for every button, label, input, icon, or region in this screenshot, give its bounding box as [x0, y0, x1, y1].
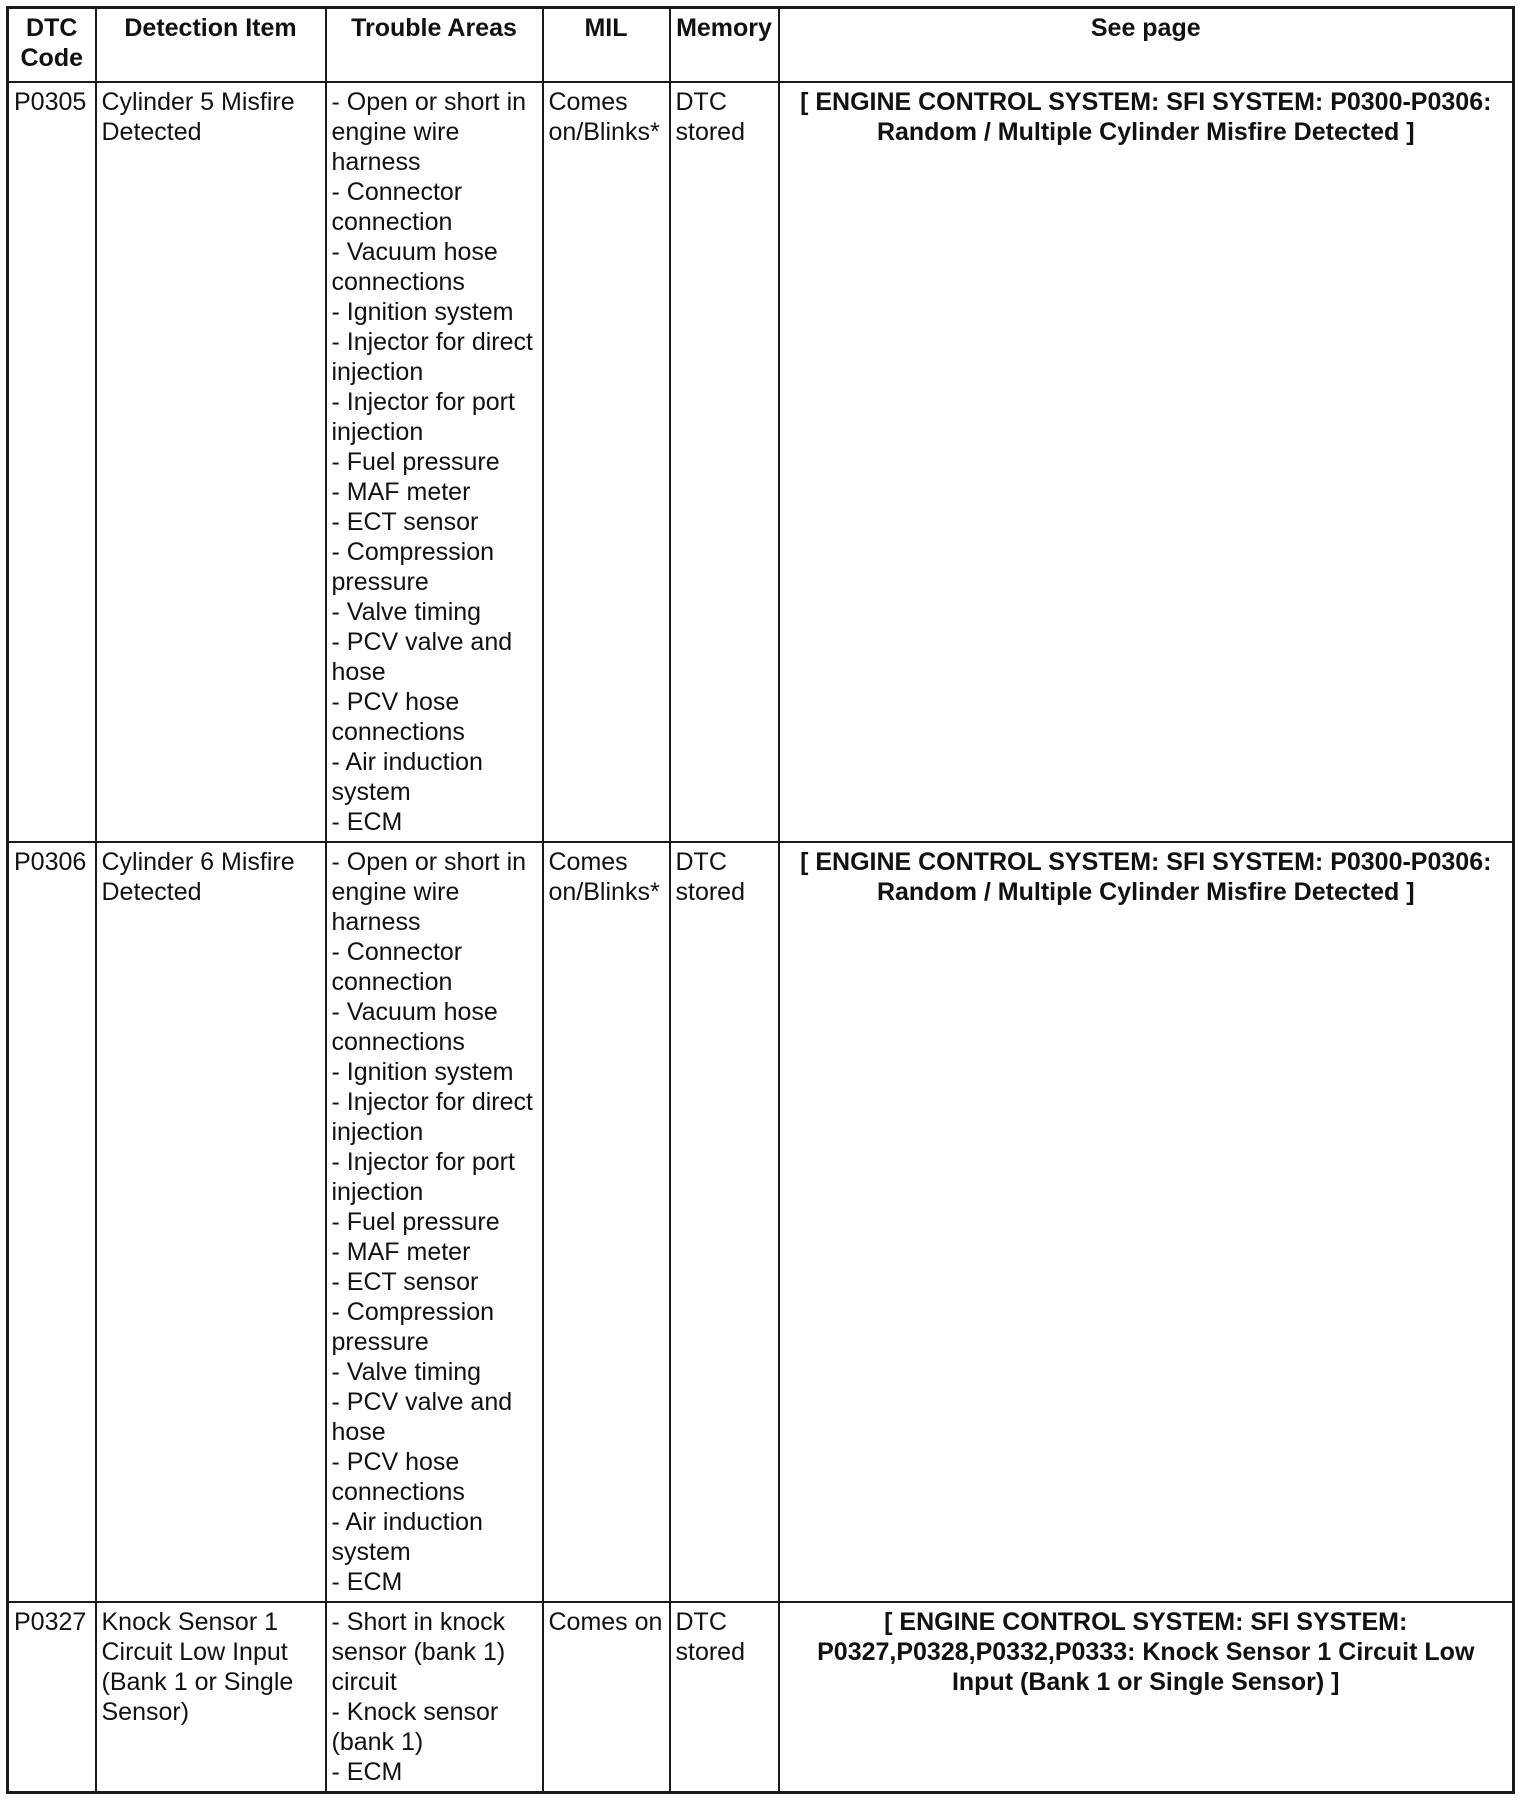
trouble-area-item: - Injector for port injection — [331, 388, 515, 446]
mil-cell: Comes on — [543, 1602, 670, 1793]
trouble-area-item: - Valve timing — [331, 598, 482, 626]
trouble-area-item: - Injector for port injection — [331, 1148, 515, 1206]
trouble-area-item: - Injector for direct injection — [331, 1088, 533, 1146]
dtc-code-cell: P0306 — [8, 842, 96, 1602]
header-detection-item: Detection Item — [96, 8, 326, 83]
dtc-code-cell: P0327 — [8, 1602, 96, 1793]
trouble-areas-list — [332, 847, 537, 1597]
detection-item-cell: Cylinder 5 Misfire Detected — [96, 82, 326, 842]
trouble-areas-cell — [326, 1602, 543, 1793]
trouble-area-item: - Compression pressure — [331, 538, 495, 596]
table-row — [8, 82, 1514, 842]
table-row — [8, 842, 1514, 1602]
see-page-link[interactable]: [ ENGINE CONTROL SYSTEM: SFI SYSTEM: P0300-P0306: Random / Multiple Cylinder Misfire Detected ] — [779, 82, 1514, 842]
memory-cell: DTC stored — [670, 82, 779, 842]
trouble-area-item: - Connector connection — [331, 178, 463, 236]
trouble-area-item: - Vacuum hose connections — [331, 238, 498, 296]
see-page-link[interactable]: [ ENGINE CONTROL SYSTEM: SFI SYSTEM: P0300-P0306: Random / Multiple Cylinder Misfire Detected ] — [779, 842, 1514, 1602]
dtc-table — [6, 6, 1515, 1794]
trouble-area-item: - Ignition system — [331, 298, 514, 326]
trouble-area-item: - Valve timing — [331, 1358, 482, 1386]
trouble-areas-list — [332, 1607, 537, 1787]
trouble-area-item: - Ignition system — [331, 1058, 514, 1086]
trouble-area-item: - PCV valve and hose — [331, 1388, 513, 1446]
header-trouble-areas: Trouble Areas — [326, 8, 543, 83]
table-header-row — [8, 8, 1514, 83]
trouble-area-item: - Vacuum hose connections — [331, 998, 498, 1056]
trouble-area-item: - Open or short in engine wire harness — [331, 848, 527, 936]
detection-item-cell: Cylinder 6 Misfire Detected — [96, 842, 326, 1602]
header-mil: MIL — [543, 8, 670, 83]
header-memory: Memory — [670, 8, 779, 83]
trouble-areas-list — [332, 87, 537, 837]
trouble-area-item: - ECM — [331, 1758, 403, 1786]
dtc-code-cell: P0305 — [8, 82, 96, 842]
trouble-area-item: - MAF meter — [331, 1238, 471, 1266]
trouble-area-item: - ECM — [331, 1568, 403, 1596]
trouble-area-item: - ECT sensor — [331, 1268, 479, 1296]
header-see-page: See page — [779, 8, 1514, 83]
trouble-area-item: - PCV hose connections — [331, 1448, 465, 1506]
memory-cell: DTC stored — [670, 1602, 779, 1793]
trouble-area-item: - PCV valve and hose — [331, 628, 513, 686]
trouble-area-item: - Compression pressure — [331, 1298, 495, 1356]
trouble-areas-cell — [326, 842, 543, 1602]
header-dtc-code: DTC Code — [8, 8, 96, 83]
memory-cell: DTC stored — [670, 842, 779, 1602]
trouble-area-item: - Open or short in engine wire harness — [331, 88, 527, 176]
trouble-area-item: - Connector connection — [331, 938, 463, 996]
trouble-area-item: - Short in knock sensor (bank 1) circuit — [331, 1608, 506, 1696]
trouble-area-item: - Injector for direct injection — [331, 328, 533, 386]
trouble-area-item: - PCV hose connections — [331, 688, 465, 746]
see-page-link[interactable]: [ ENGINE CONTROL SYSTEM: SFI SYSTEM: P0327,P0328,P0332,P0333: Knock Sensor 1 Circuit Low Input (Bank 1 or Single Sensor) ] — [779, 1602, 1514, 1793]
trouble-area-item: - MAF meter — [331, 478, 471, 506]
trouble-area-item: - Knock sensor (bank 1) — [331, 1698, 499, 1756]
trouble-area-item: - ECT sensor — [331, 508, 479, 536]
trouble-areas-cell — [326, 82, 543, 842]
mil-cell: Comes on/Blinks* — [543, 842, 670, 1602]
detection-item-cell: Knock Sensor 1 Circuit Low Input (Bank 1 or Single Sensor) — [96, 1602, 326, 1793]
trouble-area-item: - ECM — [331, 808, 403, 836]
table-row — [8, 1602, 1514, 1793]
trouble-area-item: - Fuel pressure — [331, 1208, 500, 1236]
trouble-area-item: - Air induction system — [331, 748, 483, 806]
trouble-area-item: - Fuel pressure — [331, 448, 500, 476]
trouble-area-item: - Air induction system — [331, 1508, 483, 1566]
mil-cell: Comes on/Blinks* — [543, 82, 670, 842]
